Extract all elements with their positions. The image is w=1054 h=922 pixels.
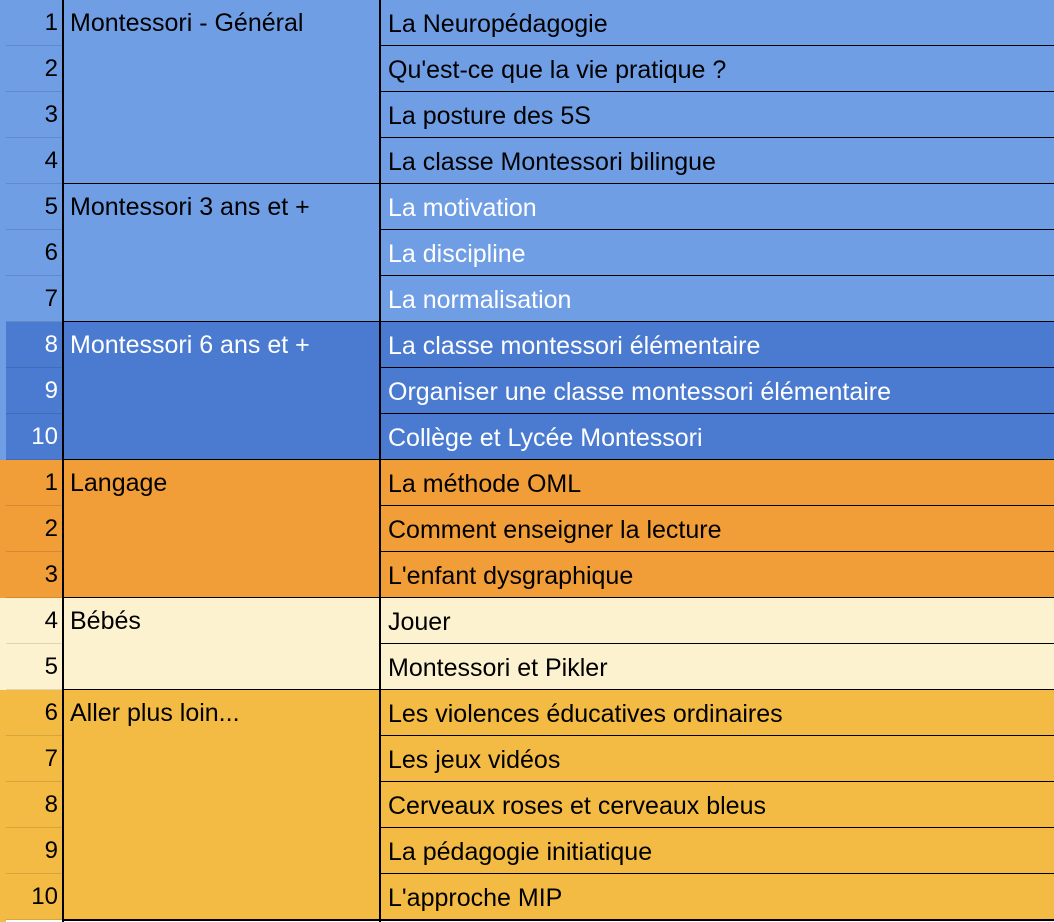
column-divider xyxy=(62,0,64,922)
row-number-cell[interactable]: 3 xyxy=(6,552,62,598)
category-group xyxy=(6,598,1054,690)
row-number-cell[interactable]: 5 xyxy=(6,644,62,690)
category-group xyxy=(6,690,1054,920)
topic-cell[interactable]: Les violences éducatives ordinaires xyxy=(381,690,1054,736)
row-number-cell[interactable]: 10 xyxy=(6,414,62,460)
topic-cell[interactable]: Organiser une classe montessori élémentaire xyxy=(381,368,1054,414)
topic-cell[interactable]: La motivation xyxy=(381,184,1054,230)
category-cell[interactable]: Bébés xyxy=(70,607,141,635)
category-group xyxy=(6,184,1054,322)
category-cell[interactable]: Aller plus loin... xyxy=(70,699,240,727)
group-separator xyxy=(62,919,1054,921)
topic-cell[interactable]: Les jeux vidéos xyxy=(381,736,1054,782)
topic-cell[interactable]: Collège et Lycée Montessori xyxy=(381,414,1054,460)
category-cell[interactable]: Montessori 3 ans et + xyxy=(70,193,310,221)
topic-cell[interactable]: La discipline xyxy=(381,230,1054,276)
topic-cell[interactable]: La méthode OML xyxy=(381,460,1054,506)
topic-cell[interactable]: La classe Montessori bilingue xyxy=(381,138,1054,184)
row-number-cell[interactable]: 8 xyxy=(6,322,62,368)
row-number-cell[interactable]: 4 xyxy=(6,138,62,184)
row-number-cell[interactable]: 6 xyxy=(6,690,62,736)
topic-cell[interactable]: Qu'est-ce que la vie pratique ? xyxy=(381,46,1054,92)
row-number-cell[interactable]: 6 xyxy=(6,230,62,276)
row-number-cell[interactable]: 5 xyxy=(6,184,62,230)
row-number-cell[interactable]: 9 xyxy=(6,828,62,874)
category-cell[interactable]: Montessori 6 ans et + xyxy=(70,331,310,359)
topic-cell[interactable]: Jouer xyxy=(381,598,1054,644)
category-cell[interactable]: Montessori - Général xyxy=(70,9,304,37)
row-number-cell[interactable]: 3 xyxy=(6,92,62,138)
category-cell[interactable]: Langage xyxy=(70,469,168,497)
row-number-cell[interactable]: 1 xyxy=(6,460,62,506)
category-group xyxy=(6,0,1054,184)
row-number-cell[interactable]: 2 xyxy=(6,46,62,92)
topic-cell[interactable]: Montessori et Pikler xyxy=(381,644,1054,690)
row-number-cell[interactable]: 4 xyxy=(6,598,62,644)
topic-cell[interactable]: L'approche MIP xyxy=(381,874,1054,920)
row-number-cell[interactable]: 9 xyxy=(6,368,62,414)
row-number-cell[interactable]: 7 xyxy=(6,276,62,322)
topic-cell[interactable]: L'enfant dysgraphique xyxy=(381,552,1054,598)
topic-cell[interactable]: La Neuropédagogie xyxy=(381,0,1054,46)
row-number-cell[interactable]: 1 xyxy=(6,0,62,46)
topic-cell[interactable]: Cerveaux roses et cerveaux bleus xyxy=(381,782,1054,828)
row-number-cell[interactable]: 10 xyxy=(6,874,62,920)
category-group xyxy=(6,322,1054,460)
row-number-cell[interactable]: 8 xyxy=(6,782,62,828)
topics-table xyxy=(6,0,1054,922)
column-divider xyxy=(379,0,381,922)
topic-cell[interactable]: Comment enseigner la lecture xyxy=(381,506,1054,552)
row-number-cell[interactable]: 2 xyxy=(6,506,62,552)
topic-cell[interactable]: La pédagogie initiatique xyxy=(381,828,1054,874)
topic-cell[interactable]: La normalisation xyxy=(381,276,1054,322)
category-group xyxy=(6,460,1054,598)
row-number-cell[interactable]: 7 xyxy=(6,736,62,782)
topic-cell[interactable]: La classe montessori élémentaire xyxy=(381,322,1054,368)
topic-cell[interactable]: La posture des 5S xyxy=(381,92,1054,138)
